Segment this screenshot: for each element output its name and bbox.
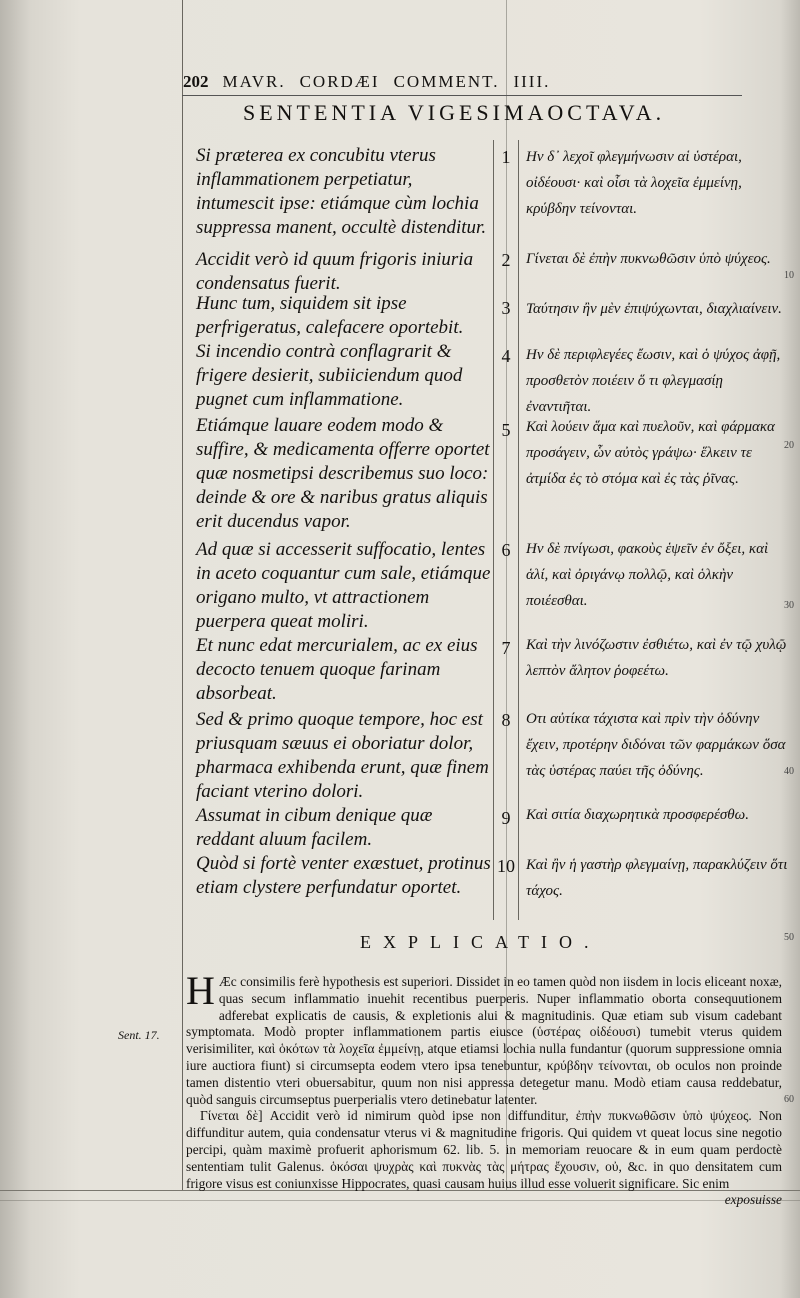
column-rule-num-right <box>518 140 519 920</box>
margin-line-number: 60 <box>784 1094 794 1105</box>
greek-text: Γίνεται δὲ ἐπὴν πυκνωθῶσιν ὑπὸ ψύχεος. <box>526 251 771 267</box>
section-number: 1 <box>501 147 511 167</box>
column-rule-left <box>182 0 183 1190</box>
latin-text: Si incendio contrà conflagrarit & frigere desierit, subiiciendum quod pugnet cum inflammatione. <box>196 341 463 410</box>
latin-text: Sed & primo quoque tempore, hoc est priusquam sæuus ei oboriatur dolor, pharmaca exhibenda erunt, quæ finem faciant vterino dolori. <box>196 709 489 802</box>
running-header <box>183 72 743 92</box>
latin-text: Hunc tum, siquidem sit ipse perfrigeratus, calefacere oportebit. <box>196 293 464 338</box>
running-head-word: IIII. <box>513 72 551 91</box>
margin-line-number: 10 <box>784 270 794 281</box>
latin-text: Accidit verò id quum frigoris iniuria condensatus fuerit. <box>196 249 474 294</box>
greek-text: Καὶ τὴν λινόζωστιν ἐσθιέτω, καὶ ἐν τῷ χυλῷ λεπτὸν ἄλητον ῥοφεέτω. <box>526 637 787 679</box>
latin-text: Et nunc edat mercurialem, ac ex eius decocto tenuem quoque farinam absorbeat. <box>196 635 478 704</box>
running-head-word: CORDÆI <box>299 72 380 91</box>
latin-text: Quòd si fortè venter exæstuet, protinus etiam clystere perfundatur oportet. <box>196 853 491 898</box>
greek-text: Ην δ᾽ λεχοῖ φλεγμήνωσιν αἱ ὑστέραι, οἰδέουσι· καὶ οἷσι τὰ λοχεῖα ἐμμείνῃ, κρύβδην τείνονται. <box>526 149 742 217</box>
latin-text: Etiámque lauare eodem modo & suffire, & medicamenta offerre oportet quæ nosmetipsi describemus suo loco: deinde & ore & naribus gratus aliquis erit ducendus vapor. <box>196 415 490 532</box>
section-number: 8 <box>501 710 511 730</box>
latin-text: Si præterea ex concubitu vterus inflammationem perpetiatur, intumescit ipse: etiámque cùm lochia suppressa manent, occultè distenditur. <box>196 145 487 238</box>
page-number: 202 <box>183 72 209 91</box>
greek-text: Ην δὲ πνίγωσι, φακοὺς ἑψεῖν ἐν ὄξει, καὶ ἁλί, καὶ ὀριγάνῳ πολλῷ, καὶ ὁλκὴν ποιέεσθαι. <box>526 541 769 609</box>
marginal-note: Sent. 17. <box>118 1028 160 1042</box>
commentary-paragraph: Γίνεται δὲ] Accidit verò id nimirum quòd ipse non diffunditur, ἐπὴν πυκνωθῶσιν ὑπὸ ψύχεος. Non diffunditur autem, quia condensatur vterus vi & magnitudine frigoris. Qui quidem vt queat locus sine negotio percipi, quàm maximè profuerit aphorismum 62. lib. 5. in memoriam reuocare & in eum quam perdoctè sententiam tulit Galenus. ὁκόσαι ψυχρὰς καὶ πυκνὰς τὰς μήτρας ἔχουσιν, οὐ, &c. in quo densitatem cum frigore visus est coniunxisse Hippocrates, quasi causam huius illud esse voluerit significare. Sic enim <box>186 1108 782 1191</box>
greek-text: Ταύτησιν ἢν μὲν ἐπιψύχωνται, διαχλιαίνειν. <box>526 301 782 317</box>
commentary-paragraph: Æc consimilis ferè hypothesis est superiori. Dissidet in eo tamen quòd non iisdem in locis eliceant noxæ, quas secum inflammatio inuehit recentibus puerperis. Nuper inflammatio oborta consequutionem adferebat explicatis de causis, & expletionis alui & magnitudinis. Quæ etiam sub visum cadebant symptomata. Modò propter inflammationem partis eiusce (ὑστέρας οἰδέουσι) tumebit vterus quidem verisimiliter, καὶ ὁκότων τὰ λοχεῖα ἐμμείνῃ, atque etiamsi lochia nulla fundantur (quorum suppressione omnia iure auctiora fiunt) si circumsepta eodem vtero ipsa tenebuntur, κρύβδην τείνονται, ob oculos non proinde tamen distentio vteri obuersabitur, quum non nisi appressa detegetur manu. Modò etiam causa reddebatur, quòd sanguis circumseptus puerperialis vtero detinebatur latenter. <box>186 974 782 1107</box>
section-number: 7 <box>501 638 511 658</box>
explicatio-heading: EXPLICATIO. <box>360 932 601 952</box>
section-number: 5 <box>501 420 511 440</box>
greek-text: Καὶ ἢν ἡ γαστὴρ φλεγμαίνῃ, παρακλύζειν ὅτι τάχος. <box>526 857 788 899</box>
running-head-word: MAVR. <box>222 72 286 91</box>
greek-text: Καὶ λούειν ἅμα καὶ πυελοῦν, καὶ φάρμακα προσάγειν, ὧν αὐτὸς γράψω· ἕλκειν τε ἀτμίδα ἐς τὸ στόμα καὶ ἐς τὰς ῥῖνας. <box>526 419 775 487</box>
drop-cap: H <box>186 968 215 1013</box>
section-number: 6 <box>501 540 511 560</box>
margin-line-number: 30 <box>784 600 794 611</box>
section-number: 4 <box>501 346 511 366</box>
greek-text: Ην δὲ περιφλεγέες ἔωσιν, καὶ ὁ ψύχος ἀφῇ, προσθετὸν ποιέειν ὅ τι φλεγμασίῃ ἐναντιῆται. <box>526 347 781 415</box>
margin-line-number: 20 <box>784 440 794 451</box>
latin-text: Ad quæ si accesserit suffocatio, lentes in aceto coquantur cum sale, etiámque origano multo, vt attractionem puerpera queat moliri. <box>196 539 491 632</box>
section-number: 9 <box>501 808 511 828</box>
section-title: SENTENTIA VIGESIMAOCTAVA. <box>243 100 666 125</box>
margin-line-number: 50 <box>784 932 794 943</box>
section-number: 10 <box>497 856 515 876</box>
greek-text: Οτι αὐτίκα τάχιστα καὶ πρὶν τὴν ὀδύνην ἔχειν, προτέρην διδόναι τῶν φαρμάκων ὅσα τὰς ὑστέρας παύει τῆς ὀδύνης. <box>526 711 786 779</box>
commentary-body <box>186 968 782 1209</box>
running-head-word: COMMENT. <box>393 72 500 91</box>
section-number: 2 <box>501 250 511 270</box>
section-number: 3 <box>501 298 511 318</box>
header-rule <box>182 95 742 96</box>
column-rule-num-left <box>493 140 494 920</box>
catchword: exposuisse <box>724 1192 782 1208</box>
latin-text: Assumat in cibum denique quæ reddant aluum facilem. <box>196 805 433 850</box>
greek-text: Καὶ σιτία διαχωρητικὰ προσφερέσθω. <box>526 807 750 823</box>
margin-line-number: 40 <box>784 766 794 777</box>
